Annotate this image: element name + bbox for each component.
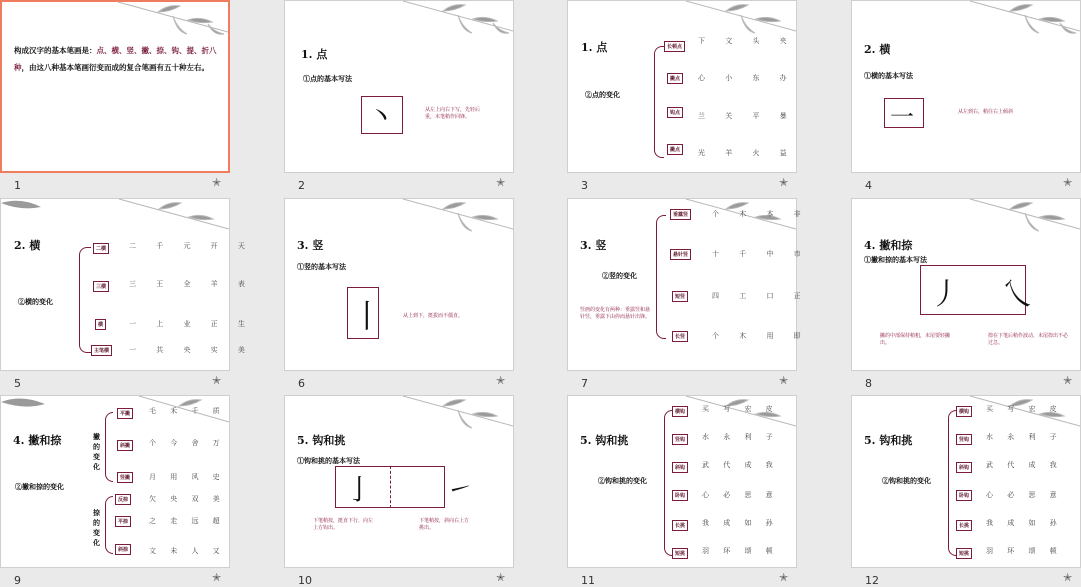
star-icon[interactable]: ✭	[496, 176, 506, 189]
variant-tag: 悬针竖	[670, 249, 691, 260]
example-chars: 兰 关 平 暴	[698, 112, 796, 120]
slide-subtitle: ②撇和捺的变化	[15, 482, 64, 491]
example-chars: 十 千 中 市	[712, 250, 810, 258]
bamboo-decoration	[363, 199, 513, 239]
bamboo-decoration	[1, 199, 61, 225]
group-label-pie: 撇的变化	[93, 432, 100, 471]
variant-tag: 斜捺	[115, 544, 131, 555]
example-chars: 毛 禾 千 质	[149, 407, 226, 415]
stroke-note-right: 捺在下笔后稍作波动，末尾捺出不必过急。	[988, 333, 1069, 346]
slide-title: 3. 竖	[297, 239, 324, 252]
slide-thumbnail-10[interactable]	[284, 395, 514, 587]
slide-canvas	[851, 198, 1081, 371]
variant-tag: 斜撇	[117, 440, 133, 451]
slide-canvas	[567, 395, 797, 568]
slide-subtitle: ①点的基本写法	[303, 74, 352, 83]
star-icon[interactable]: ✭	[1063, 176, 1073, 189]
example-chars: 之 走 远 超	[149, 517, 226, 525]
bamboo-decoration	[363, 1, 513, 41]
slide-subtitle: ②钩和挑的变化	[882, 476, 931, 485]
stroke-glyph: 丨	[351, 297, 384, 335]
example-chars: 个 木 本 非	[712, 210, 810, 218]
slide-title: 2. 横	[14, 239, 41, 252]
slide-subtitle: ①竖的基本写法	[297, 262, 346, 271]
slide-number: 2	[298, 179, 305, 192]
star-icon[interactable]: ✭	[1063, 571, 1073, 584]
variant-tag: 三横	[93, 281, 109, 292]
example-chars: 武 代 成 我	[702, 461, 779, 469]
bamboo-decoration	[930, 199, 1080, 239]
example-chars: 个 今 舍 万	[149, 439, 226, 447]
example-chars: 买 写 宏 皮	[702, 405, 779, 413]
slide-thumbnail-11[interactable]	[567, 395, 797, 587]
variant-tag: 卧钩	[956, 490, 972, 501]
example-chars: 四 工 口 正	[712, 292, 810, 300]
slide-subtitle: ①钩和挑的基本写法	[297, 456, 360, 465]
variant-tag: 斜钩	[672, 462, 688, 473]
stroke-glyph: 亅 ㇀	[345, 473, 506, 506]
example-chars: 三 王 全 羊 表	[129, 280, 254, 288]
example-chars: 心 小 东 办	[698, 74, 796, 82]
variant-tag: 竖钩	[672, 434, 688, 445]
slide-subtitle: ①横的基本写法	[864, 71, 913, 80]
star-icon[interactable]: ✭	[212, 374, 222, 387]
bamboo-decoration	[646, 199, 796, 239]
group-brace	[79, 247, 91, 353]
slide-title: 5. 钩和挑	[580, 434, 629, 447]
slide-thumbnail-7[interactable]	[567, 198, 810, 390]
slide-number: 12	[865, 574, 879, 587]
variant-note: 竖画的变化有两种：垂露竖和悬针竖，垂露下由停而悬针出锋。	[580, 307, 651, 320]
example-chars: 个 木 用 即	[712, 332, 810, 340]
slide-title: 2. 横	[864, 43, 891, 56]
slide-number: 3	[581, 179, 588, 192]
slide-number: 10	[298, 574, 312, 587]
slide-canvas	[284, 198, 514, 371]
example-chars: 一 共 央 实 美	[129, 346, 254, 354]
slide-thumbnail-1[interactable]	[0, 0, 230, 192]
example-chars: 羽 环 颂 顿	[986, 547, 1063, 555]
star-icon[interactable]: ✭	[212, 176, 222, 189]
group-brace	[948, 410, 956, 556]
example-chars: 水 永 利 子	[986, 433, 1063, 441]
stroke-glyph: 丿 乀	[930, 277, 1048, 312]
example-chars: 心 必 思 意	[702, 491, 779, 499]
star-icon[interactable]: ✭	[779, 374, 789, 387]
example-chars: 下 文 头 夹	[698, 37, 796, 45]
variant-tag: 长竖	[672, 331, 688, 342]
variant-tag: 竖撇	[117, 472, 133, 483]
group-label-na: 捺的变化	[93, 508, 100, 547]
slide-thumbnail-4[interactable]	[851, 0, 1081, 192]
star-icon[interactable]: ✭	[496, 374, 506, 387]
variant-tag: 长挑	[672, 520, 688, 531]
star-icon[interactable]: ✭	[779, 571, 789, 584]
example-chars: 光 羊 火 益	[698, 149, 796, 157]
slide-canvas	[567, 0, 797, 173]
variant-tag: 平捺	[115, 516, 131, 527]
slide-canvas	[851, 395, 1081, 568]
slide-thumbnail-12[interactable]	[851, 395, 1081, 587]
slide-number: 1	[14, 179, 21, 192]
intro-text: 构成汉字的基本笔画是：点、横、竖、撇、捺、钩、提、折八种，由这八种基本笔画衍变而成的复合笔画有五十种左右。	[14, 46, 217, 72]
variant-tag: 二横	[93, 243, 109, 254]
variant-tag: 钩点	[667, 107, 683, 118]
stroke-glyph: 丶	[367, 100, 396, 133]
slide-canvas	[0, 198, 254, 371]
stroke-glyph: 一	[890, 103, 914, 131]
example-chars: 羽 环 颂 顿	[702, 547, 779, 555]
slide-subtitle: ①撇和捺的基本写法	[864, 255, 927, 264]
variant-tag: 平撇	[117, 408, 133, 419]
slide-canvas	[851, 0, 1081, 173]
slide-thumbnail-9[interactable]	[0, 395, 230, 587]
stroke-note: 从左上向右下写，先轻后重，末笔稍作回锋。	[425, 107, 481, 120]
star-icon[interactable]: ✭	[496, 571, 506, 584]
slide-thumbnail-8[interactable]	[851, 198, 1081, 390]
group-brace	[664, 410, 672, 556]
variant-tag: 卧钩	[672, 490, 688, 501]
example-chars: 文 未 人 又	[149, 547, 226, 555]
bamboo-decoration	[1, 396, 61, 422]
star-icon[interactable]: ✭	[1063, 374, 1073, 387]
bamboo-decoration	[79, 396, 229, 436]
slide-title: 4. 撇和捺	[13, 434, 62, 447]
slide-title: 5. 钩和挑	[297, 434, 346, 447]
slide-number: 6	[298, 377, 305, 390]
variant-tag: 短挑	[956, 548, 972, 559]
slide-title: 5. 钩和挑	[864, 434, 913, 447]
stroke-note: 从左到右，稍往右上倾斜	[958, 109, 1014, 115]
slide-number: 11	[581, 574, 595, 587]
slide-title: 4. 撇和捺	[864, 239, 913, 252]
example-chars: 二 千 元 开 天	[129, 242, 254, 250]
slide-title: 1. 点	[581, 41, 608, 54]
bamboo-decoration	[930, 1, 1080, 41]
slide-canvas	[284, 395, 514, 568]
group-brace	[105, 496, 113, 554]
stroke-note-left: 下笔稍按，挺直下行，向左上方钩出。	[313, 518, 374, 531]
example-chars: 一 上 业 正 生	[129, 320, 254, 328]
variant-tag: 撇点	[667, 144, 683, 155]
stroke-note-right: 下笔稍按，斜向右上方挑出。	[419, 518, 470, 531]
star-icon[interactable]: ✭	[212, 571, 222, 584]
slide-number: 7	[581, 377, 588, 390]
slide-canvas	[0, 0, 230, 173]
variant-tag: 短挑	[672, 548, 688, 559]
slide-subtitle: ②钩和挑的变化	[598, 476, 647, 485]
bamboo-decoration	[646, 1, 796, 41]
variant-tag: 撇点	[667, 73, 683, 84]
variant-tag: 横钩	[672, 406, 688, 417]
bamboo-decoration	[363, 396, 513, 436]
slide-title: 3. 竖	[580, 239, 607, 252]
example-chars: 武 代 成 我	[986, 461, 1063, 469]
bamboo-decoration	[79, 199, 229, 239]
slide-thumbnail-3[interactable]	[567, 0, 797, 192]
slide-subtitle: ②横的变化	[18, 297, 53, 306]
variant-tag: 斜钩	[956, 462, 972, 473]
star-icon[interactable]: ✭	[779, 176, 789, 189]
example-chars: 我 成 如 孙	[702, 519, 779, 527]
example-chars: 月 用 风 史	[149, 473, 226, 481]
slide-canvas	[284, 0, 514, 173]
group-brace	[105, 412, 113, 482]
stroke-note-left: 撇的中部保持稍粗，末尾要轻撇出。	[880, 333, 951, 346]
variant-tag: 长顿点	[664, 41, 685, 52]
bamboo-decoration	[78, 2, 228, 42]
slide-thumbnail-2[interactable]	[284, 0, 514, 192]
slide-number: 5	[14, 377, 21, 390]
variant-tag: 横	[95, 319, 106, 330]
slide-number: 9	[14, 574, 21, 587]
variant-tag: 横钩	[956, 406, 972, 417]
group-brace	[654, 46, 664, 158]
example-chars: 心 必 思 意	[986, 491, 1063, 499]
slide-title: 1. 点	[301, 48, 328, 61]
slide-canvas	[0, 395, 230, 568]
slide-number: 4	[865, 179, 872, 192]
variant-tag: 短竖	[672, 291, 688, 302]
variant-tag: 主笔横	[91, 345, 112, 356]
example-chars: 水 永 利 子	[702, 433, 779, 441]
slide-thumbnail-6[interactable]	[284, 198, 514, 390]
variant-tag: 垂露竖	[670, 209, 691, 220]
example-chars: 欠 央 双 美	[149, 495, 226, 503]
group-brace	[656, 215, 666, 339]
variant-tag: 长挑	[956, 520, 972, 531]
slide-subtitle: ②竖的变化	[602, 271, 637, 280]
slide-subtitle: ②点的变化	[585, 90, 620, 99]
slide-canvas	[567, 198, 810, 371]
example-chars: 我 成 如 孙	[986, 519, 1063, 527]
variant-tag: 反捺	[115, 494, 131, 505]
slide-number: 8	[865, 377, 872, 390]
slide-thumbnail-5[interactable]	[0, 198, 254, 390]
stroke-note: 从上到下，挺拔而不僵直。	[403, 313, 464, 319]
example-chars: 买 写 宏 皮	[986, 405, 1063, 413]
variant-tag: 竖钩	[956, 434, 972, 445]
